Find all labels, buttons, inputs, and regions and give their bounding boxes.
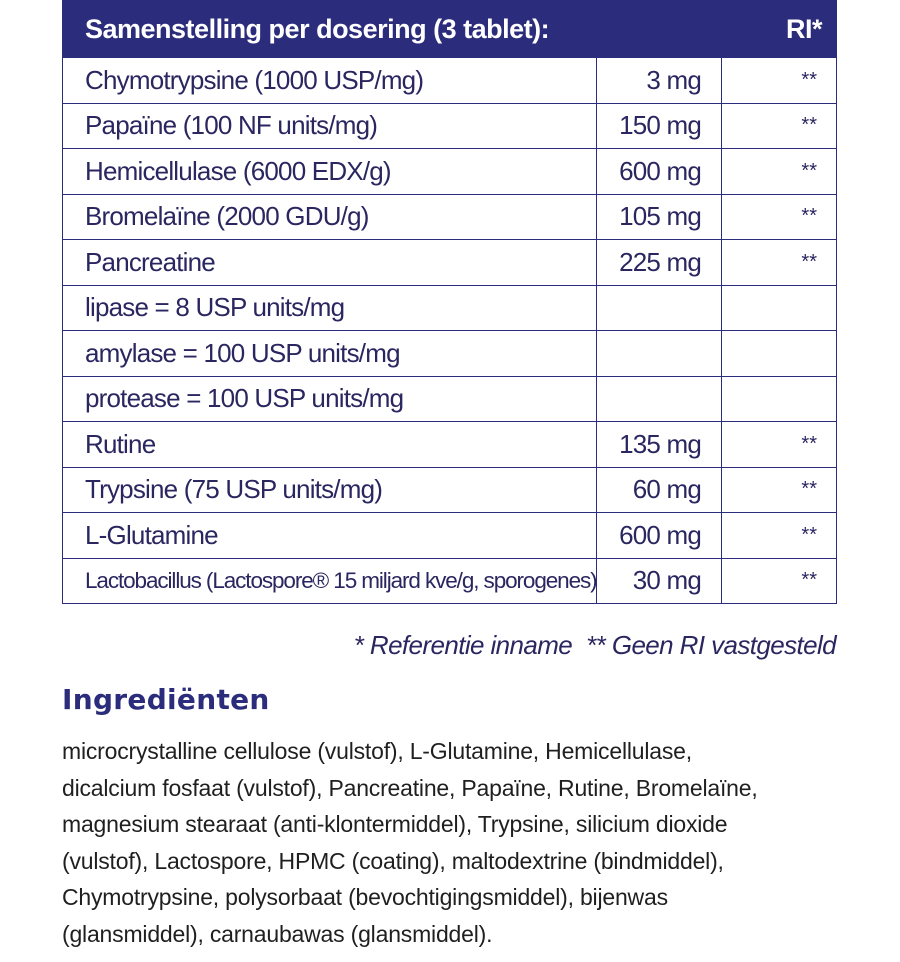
no-ri-note: ** Geen RI vastgesteld [586, 630, 836, 660]
ingredient-ri: ** [722, 240, 837, 286]
ingredient-ri [722, 331, 837, 377]
table-row [63, 285, 837, 331]
ingredient-amount: 150 mg [597, 103, 722, 149]
table-row [63, 422, 837, 468]
ingredient-name: Rutine [63, 422, 597, 468]
table-row [63, 194, 837, 240]
ingredients-line: Chymotrypsine, polysorbaat (bevochtigingsmiddel), bijenwas [62, 884, 668, 910]
ingredient-amount: 105 mg [597, 194, 722, 240]
ingredient-amount [597, 331, 722, 377]
ingredient-name: L-Glutamine [63, 513, 597, 559]
table-row [63, 331, 837, 377]
ingredient-name: Lactobacillus (Lactospore® 15 miljard kve/g, sporogenes) [63, 558, 597, 604]
ingredient-ri: ** [722, 149, 837, 195]
ingredient-ri: ** [722, 467, 837, 513]
ingredient-ri: ** [722, 58, 837, 104]
ingredient-name: Hemicellulase (6000 EDX/g) [63, 149, 597, 195]
table-row [63, 240, 837, 286]
ingredient-amount: 60 mg [597, 467, 722, 513]
ingredient-name: Trypsine (75 USP units/mg) [63, 467, 597, 513]
ingredient-name: Bromelaïne (2000 GDU/g) [63, 194, 597, 240]
ingredients-line: dicalcium fosfaat (vulstof), Pancreatine, Papaïne, Rutine, Bromelaïne, [62, 774, 758, 801]
ingredient-amount [597, 376, 722, 422]
ingredient-amount: 225 mg [597, 240, 722, 286]
table-row [63, 103, 837, 149]
ingredient-amount: 135 mg [597, 422, 722, 468]
ingredients-line: microcrystalline cellulose (vulstof), L-Glutamine, Hemicellulase, [62, 738, 692, 764]
table-row [63, 149, 837, 195]
ingredient-name: Papaïne (100 NF units/mg) [63, 103, 597, 149]
ingredient-ri: ** [722, 558, 837, 604]
table-header-title: Samenstelling per dosering (3 tablet): [63, 1, 722, 58]
composition-table [62, 0, 837, 604]
table-row [63, 376, 837, 422]
ingredients-heading: Ingrediënten [62, 683, 270, 716]
ingredient-ri [722, 376, 837, 422]
table-row [63, 558, 837, 604]
table-row [63, 58, 837, 104]
ri-reference-note: * Referentie inname [353, 630, 573, 660]
ingredient-amount: 30 mg [597, 558, 722, 604]
ingredients-line: (vulstof), Lactospore, HPMC (coating), maltodextrine (bindmiddel), [62, 847, 724, 874]
ingredient-name: protease = 100 USP units/mg [63, 376, 597, 422]
ingredient-name: amylase = 100 USP units/mg [63, 331, 597, 377]
ingredient-name: lipase = 8 USP units/mg [63, 285, 597, 331]
ingredient-ri [722, 285, 837, 331]
ri-footnote [354, 630, 836, 661]
ingredient-ri: ** [722, 422, 837, 468]
table-header-row [63, 1, 837, 58]
ingredient-amount: 600 mg [597, 149, 722, 195]
ingredients-line: (glansmiddel), carnaubawas (glansmiddel). [62, 920, 493, 947]
ingredient-ri: ** [722, 513, 837, 559]
ingredient-ri: ** [722, 194, 837, 240]
ingredient-ri: ** [722, 103, 837, 149]
ingredient-name: Chymotrypsine (1000 USP/mg) [63, 58, 597, 104]
table-row [63, 513, 837, 559]
ingredients-line: magnesium stearaat (anti-klontermiddel), Trypsine, silicium dioxide [62, 811, 728, 837]
table-row [63, 467, 837, 513]
ingredient-name: Pancreatine [63, 240, 597, 286]
ingredient-amount [597, 285, 722, 331]
ingredients-list [62, 733, 842, 952]
ingredient-amount: 600 mg [597, 513, 722, 559]
ingredient-amount: 3 mg [597, 58, 722, 104]
table-header-ri: RI* [722, 1, 837, 58]
